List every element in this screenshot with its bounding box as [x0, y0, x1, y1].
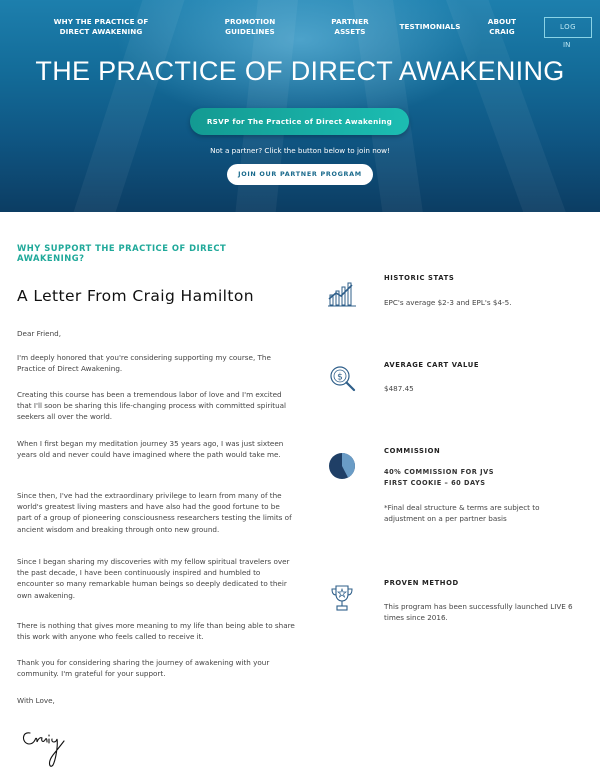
commission-cookie: FIRST COOKIE – 60 DAYS [384, 479, 486, 487]
hero-title: THE PRACTICE OF DIRECT AWAKENING [35, 56, 565, 86]
login-button[interactable]: LOG [544, 17, 592, 38]
letter-paragraph: With Love, [17, 696, 55, 705]
nav-partner-assets[interactable]: PARTNER ASSETS [331, 17, 369, 36]
nav-why-practice[interactable]: WHY THE PRACTICE OF DIRECT AWAKENING [53, 17, 149, 36]
bar-chart-icon [326, 277, 358, 309]
hero-banner [0, 0, 600, 212]
letter-paragraph: Since then, I've had the extraordinary privilege to learn from many of the world's greatest living masters and have also had the good fortune to be part of a group of pioneering consciousness researchers testing the limits of ancient wisdom and breaking through onto new ground. [17, 491, 292, 534]
hero-note: Not a partner? Click the button below to join now! [210, 146, 390, 155]
letter-title: A Letter From Craig Hamilton [17, 287, 254, 305]
letter-paragraph: I'm deeply honored that you're considering supporting my course, The Practice of Direct Awakening. [17, 353, 271, 374]
magnifier-dollar-icon [326, 362, 358, 394]
letter-paragraph: Creating this course has been a tremendous labor of love and I'm excited that I'll soon be sharing this life-changing process with committed spiritual seekers all over the world. [17, 390, 287, 422]
nav-testimonials[interactable]: TESTIMONIALS [399, 22, 461, 31]
letter-paragraph: When I first began my meditation journey 35 years ago, I was just sixteen years old and never could have imagined where the path would take me. [17, 439, 284, 460]
login-button-tail[interactable]: IN [563, 41, 571, 49]
signature [20, 721, 80, 769]
letter-paragraph: There is nothing that gives more meaning to my life than being able to share this work with anyone who feels called to receive it. [17, 621, 295, 642]
letter-paragraph: Since I began sharing my discoveries with my fellow spiritual travelers over the past decade, I have been continuously inspired and humbled to encounter so many remarkable human beings so deeply dedicated to their own awakening. [17, 557, 290, 600]
trophy-icon [326, 582, 358, 614]
letter-paragraph: Dear Friend, [17, 329, 61, 338]
historic-stats-text: EPC's average $2-3 and EPL's $4-5. [384, 298, 512, 307]
proven-method-heading: PROVEN METHOD [384, 579, 459, 587]
section-label: WHY SUPPORT THE PRACTICE OF DIRECT AWAKENING? [17, 243, 227, 263]
cart-value-text: $487.45 [384, 384, 414, 393]
commission-rate: 40% COMMISSION FOR JVS [384, 468, 494, 476]
join-partner-button[interactable]: JOIN OUR PARTNER PROGRAM [227, 164, 373, 185]
commission-note: *Final deal structure & terms are subject to adjustment on a per partner basis [384, 503, 540, 523]
rsvp-button[interactable]: RSVP for The Practice of Direct Awakening [190, 108, 409, 135]
proven-method-text: This program has been successfully launched LIVE 6 times since 2016. [384, 602, 573, 622]
svg-text:$: $ [337, 372, 343, 383]
historic-stats-heading: HISTORIC STATS [384, 274, 455, 282]
nav-about-craig[interactable]: ABOUT CRAIG [487, 17, 517, 36]
commission-heading: COMMISSION [384, 447, 441, 455]
letter-paragraph: Thank you for considering sharing the journey of awakening with your community. I'm grateful for your support. [17, 658, 270, 679]
nav-promotion-guidelines[interactable]: PROMOTION GUIDELINES [224, 17, 276, 36]
pie-chart-icon [326, 450, 358, 482]
cart-value-heading: AVERAGE CART VALUE [384, 361, 480, 369]
